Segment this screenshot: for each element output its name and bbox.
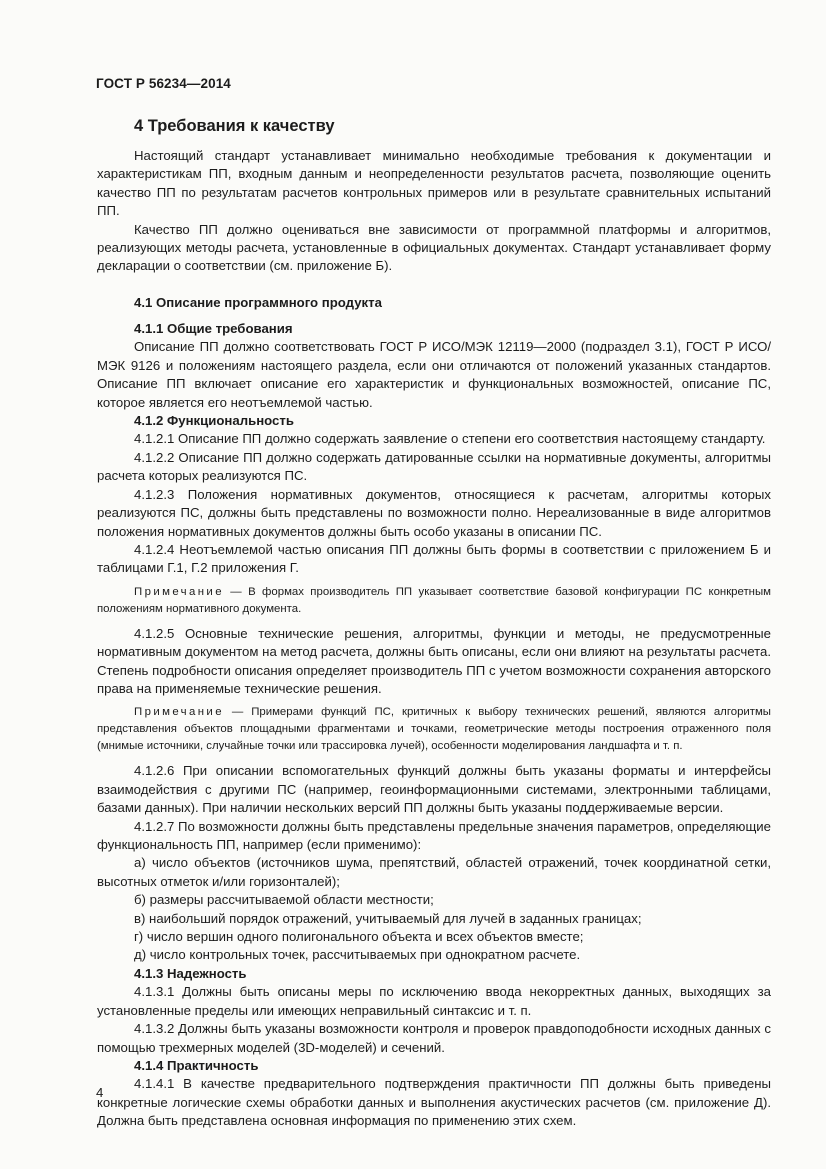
- list-item: г) число вершин одного полигонального объекта и всех объектов вместе;: [134, 929, 584, 944]
- clause-4-1-2-5: 4.1.2.5 Основные технические решения, алгоритмы, функции и методы, не предусмотренные нормативным документом на метод расчета, должны быть описаны, если они влияют на результаты расчета. Степень подробности описания определяет производитель ПП с учетом возможности сохранения авторского права на применяемые технические решения.: [97, 625, 771, 696]
- clause-4-1-2-2: 4.1.2.2 Описание ПП должно содержать датированные ссылки на нормативные документы, алгоритмы расчета которых реализуются ПС.: [97, 449, 771, 484]
- clause-4-1-2-3: 4.1.2.3 Положения нормативных документов, относящиеся к расчетам, алгоритмы которых реализуются ПС, должны быть представлены по возможности полно. Нереализованные в виде алгоритмов положения нормативных документов должны быть особо указаны в описании ПС.: [97, 486, 771, 539]
- page-number: 4: [96, 1085, 104, 1100]
- list-item: в) наибольший порядок отражений, учитываемый для лучей в заданных границах;: [134, 910, 642, 926]
- intro-paragraph-1: Настоящий стандарт устанавливает минимально необходимые требования к документации и характеристикам ПП, входным данным и неопределенности результатов расчета, позволяющие оценить качество ПП по результатам расчетов контрольных примеров или в результате сравнительных испытаний ПП.: [97, 148, 771, 219]
- note-1: [97, 584, 771, 618]
- intro-paragraph-2: Качество ПП должно оцениваться вне зависимости от программной платформы и алгоритмов, реализующих методы расчета, установленные в официальных документах. Стандарт устанавливает форму декларации о соответствии (см. приложение Б).: [97, 221, 771, 274]
- document-header: ГОСТ Р 56234—2014: [96, 76, 231, 91]
- clause-text-4-1-1: Описание ПП должно соответствовать ГОСТ Р ИСО/МЭК 12119—2000 (подраздел 3.1), ГОСТ Р ИСО/МЭК 9126 и положениям настоящего раздела, если они отличаются от положений указанных стандартов. Описание ПП включает описание его характеристик и функциональных возможностей, описание ПС, которое является его неотъемлемой частью.: [97, 339, 771, 410]
- note-text: — Примерами функций ПС, критичных к выбору технических решений, являются алгоритмы представления объектов площадными фрагментами и точками, геометрические методы построения отраженного поля (мнимые источники, случайные точки или трассировка лучей), особенности моделирования ландшафта и т. п.: [97, 706, 771, 753]
- clause-title-4-1-4: 4.1.4 Практичность: [134, 1057, 259, 1073]
- note-2: [97, 704, 771, 755]
- note-label: Примечание: [134, 706, 224, 719]
- clause-4-1-4-1: 4.1.4.1 В качестве предварительного подтверждения практичности ПП должны быть приведены конкретные логические схемы обработки данных и выполнения акустических расчетов (см. приложение Д). Должна быть представлена основная информация по применению этих схем.: [97, 1076, 771, 1129]
- list-item: б) размеры рассчитываемой области местности;: [134, 892, 434, 908]
- clause-4-1-2-4: 4.1.2.4 Неотъемлемой частью описания ПП должны быть формы в соответствии с приложением Б и таблицами Г.1, Г.2 приложения Г.: [97, 541, 771, 576]
- clause-4-1-3-2: 4.1.3.2 Должны быть указаны возможности контроля и проверок правдоподобности исходных данных с помощью трехмерных моделей (3D-моделей) и сечений.: [97, 1021, 771, 1055]
- clause-title-4-1-3: 4.1.3 Надежность: [134, 965, 247, 981]
- clause-4-1-2-7: 4.1.2.7 По возможности должны быть представлены предельные значения параметров, определяющие функциональность ПП, например (если применимо):: [97, 818, 771, 852]
- list-item: а) число объектов (источников шума, препятствий, областей отражений, точек координатной сетки, высотных отметок и/или горизонталей);: [97, 855, 771, 889]
- note-label: Примечание: [134, 585, 224, 598]
- clause-title-4-1-1: 4.1.1 Общие требования: [134, 320, 293, 336]
- clause-4-1-3-1: 4.1.3.1 Должны быть описаны меры по исключению ввода некорректных данных, выходящих за установленные пределы или имеющих неправильный синтаксис и т. п.: [97, 984, 771, 1018]
- subsection-title-4-1: 4.1 Описание программного продукта: [134, 294, 382, 310]
- document-body: [97, 115, 771, 1131]
- section-title: 4 Требования к качеству: [134, 117, 335, 135]
- list-item: д) число контрольных точек, рассчитываемых при однократном расчете.: [134, 947, 581, 963]
- clause-4-1-2-6: 4.1.2.6 При описании вспомогательных функций должны быть указаны форматы и интерфейсы взаимодействия с другими ПС (например, геоинформационными системами, электронными таблицами, базами данных). При наличии нескольких версий ПП должны быть указаны поддерживаемые версии.: [97, 763, 771, 816]
- clause-title-4-1-2: 4.1.2 Функциональность: [134, 412, 294, 428]
- clause-4-1-2-1: 4.1.2.1 Описание ПП должно содержать заявление о степени его соответствия настоящему стандарту.: [134, 431, 766, 447]
- note-text: — В формах производитель ПП указывает соответствие базовой конфигурации ПС конкретным положениям нормативного документа.: [97, 585, 771, 615]
